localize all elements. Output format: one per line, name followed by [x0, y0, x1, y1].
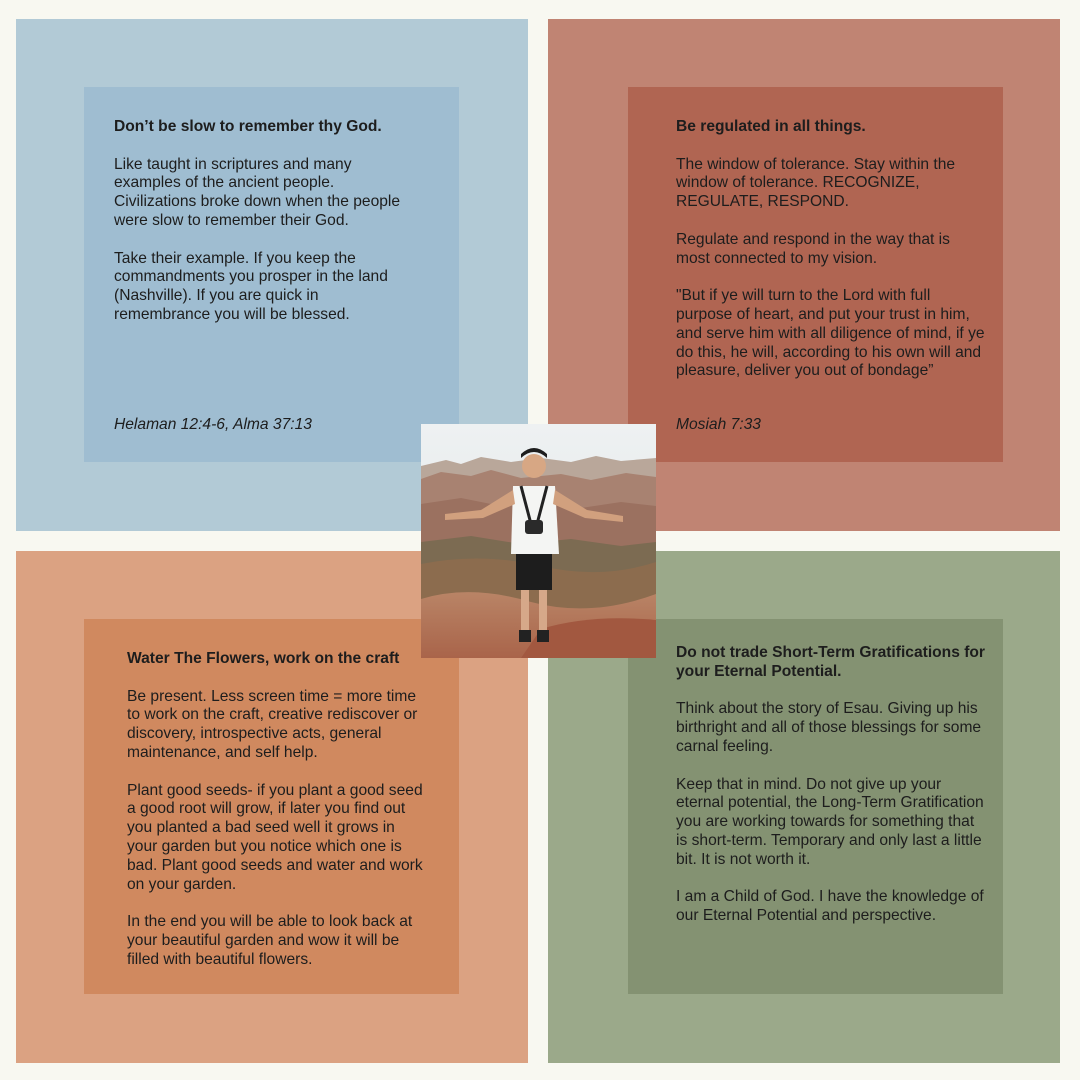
green-card	[628, 619, 1003, 994]
blue-card	[84, 87, 459, 462]
red-card-paragraph-2: Regulate and respond in the way that is most connected to my vision.	[676, 230, 950, 267]
orange-card-paragraph-3: In the end you will be able to look back at your beautiful garden and wow it will be filled with beautiful flowers.	[127, 913, 413, 968]
red-card-paragraph-3: "But if ye will turn to the Lord with full purpose of heart, and put your trust in him, and serve him with all diligence of mind, if ye do this, he will, according to his own will and pleasure, deliver you out of bondage”	[676, 287, 985, 380]
red-card-reference: Mosiah 7:33	[676, 416, 761, 433]
green-card-paragraph-2: Keep that in mind. Do not give up your eternal potential, the Long-Term Gratification you are working towards for something that is short-term. Temporary and only last a little bit. It is not worth it.	[676, 775, 984, 868]
orange-card-title: Water The Flowers, work on the craft	[127, 650, 400, 667]
red-card	[628, 87, 1003, 462]
green-card-title: Do not trade Short-Term Gratifications for your Eternal Potential.	[676, 644, 986, 680]
blue-card-title: Don’t be slow to remember thy God.	[114, 118, 382, 135]
blue-card-reference: Helaman 12:4-6, Alma 37:13	[114, 416, 312, 433]
green-card-paragraph-1: Think about the story of Esau. Giving up his birthright and all of those blessings for some carnal feeling.	[676, 700, 982, 755]
orange-card-body	[127, 650, 427, 988]
orange-card	[84, 619, 459, 994]
red-card-paragraph-1: The window of tolerance. Stay within the window of tolerance. RECOGNIZE, REGULATE, RESPOND.	[676, 155, 956, 211]
blue-card-paragraph-2: Take their example. If you keep the commandments you prosper in the land (Nashville). If you are quick in remembrance you will be blessed.	[114, 249, 388, 323]
green-card-body	[676, 644, 988, 945]
blue-card-body	[114, 118, 419, 344]
red-card-body	[676, 118, 988, 400]
orange-card-paragraph-1: Be present. Less screen time = more time to work on the craft, creative rediscover or discovery, introspective acts, general maintenance, and self help.	[127, 687, 418, 761]
canyon-photo-illustration	[421, 424, 656, 658]
canyon-photo	[421, 424, 656, 658]
red-card-title: Be regulated in all things.	[676, 118, 866, 135]
green-card-paragraph-3: I am a Child of God. I have the knowledge of our Eternal Potential and perspective.	[676, 888, 984, 925]
orange-card-paragraph-2: Plant good seeds- if you plant a good seed a good root will grow, if later you find out you planted a bad seed well it grows in your garden but you notice which one is bad. Plant good seeds and water and work on your garden.	[127, 781, 423, 893]
blue-card-paragraph-1: Like taught in scriptures and many examples of the ancient people. Civilizations broke down when the people were slow to remember their God.	[114, 155, 401, 229]
